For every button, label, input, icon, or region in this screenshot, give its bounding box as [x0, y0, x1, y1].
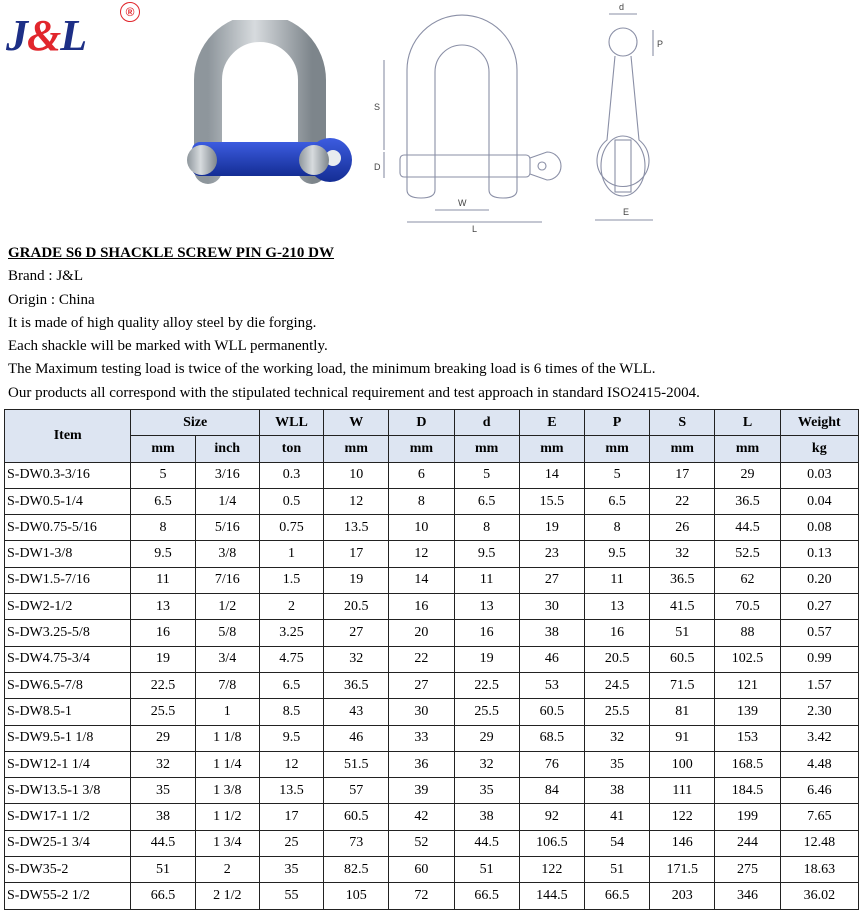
item-code-cell: S-DW1.5-7/16 — [5, 567, 131, 593]
table-cell: 22.5 — [454, 672, 519, 698]
table-cell: 13 — [131, 594, 195, 620]
table-cell: 1/2 — [195, 594, 259, 620]
table-body — [5, 462, 859, 909]
table-row — [5, 462, 859, 488]
table-cell: 12 — [324, 488, 389, 514]
table-cell: 3/4 — [195, 646, 259, 672]
table-cell: 10 — [324, 462, 389, 488]
table-cell: 0.99 — [780, 646, 858, 672]
table-cell: 121 — [715, 672, 780, 698]
table-cell: 20 — [389, 620, 454, 646]
table-row — [5, 541, 859, 567]
table-cell: 17 — [259, 804, 323, 830]
table-cell: 6.5 — [454, 488, 519, 514]
table-cell: 144.5 — [519, 883, 584, 909]
table-cell: 0.20 — [780, 567, 858, 593]
table-row — [5, 488, 859, 514]
table-cell: 25.5 — [584, 699, 649, 725]
table-cell: 52.5 — [715, 541, 780, 567]
table-cell: 11 — [454, 567, 519, 593]
item-code-cell: S-DW3.25-5/8 — [5, 620, 131, 646]
table-cell: 32 — [454, 751, 519, 777]
table-cell: 18.63 — [780, 857, 858, 883]
table-cell: 1 1/8 — [195, 725, 259, 751]
table-cell: 275 — [715, 857, 780, 883]
header-s: S — [650, 410, 715, 436]
table-cell: 19 — [324, 567, 389, 593]
table-row — [5, 778, 859, 804]
table-row — [5, 672, 859, 698]
shackle-front-drawing — [372, 10, 572, 235]
header-size: Size — [131, 410, 259, 436]
table-cell: 0.57 — [780, 620, 858, 646]
table-cell: 32 — [131, 751, 195, 777]
label-s: S — [374, 102, 381, 112]
unit-cell: mm — [519, 436, 584, 462]
table-row — [5, 620, 859, 646]
table-cell: 72 — [389, 883, 454, 909]
table-cell: 8 — [389, 488, 454, 514]
table-cell: 36.5 — [650, 567, 715, 593]
material-line: It is made of high quality alloy steel by die forging. — [8, 314, 317, 331]
table-cell: 32 — [650, 541, 715, 567]
table-cell: 66.5 — [454, 883, 519, 909]
header-p: P — [584, 410, 649, 436]
table-row — [5, 594, 859, 620]
table-cell: 12 — [389, 541, 454, 567]
table-cell: 60 — [389, 857, 454, 883]
table-cell: 29 — [715, 462, 780, 488]
table-cell: 100 — [650, 751, 715, 777]
table-cell: 8 — [454, 515, 519, 541]
table-cell: 9.5 — [584, 541, 649, 567]
spec-table — [4, 409, 859, 910]
item-code-cell: S-DW0.75-5/16 — [5, 515, 131, 541]
table-cell: 13 — [584, 594, 649, 620]
table-cell: 5 — [584, 462, 649, 488]
table-cell: 0.5 — [259, 488, 323, 514]
table-row — [5, 567, 859, 593]
table-cell: 15.5 — [519, 488, 584, 514]
table-cell: 13.5 — [324, 515, 389, 541]
table-cell: 84 — [519, 778, 584, 804]
table-cell: 51 — [454, 857, 519, 883]
item-code-cell: S-DW13.5-1 3/8 — [5, 778, 131, 804]
table-header-row — [5, 410, 859, 436]
table-cell: 27 — [519, 567, 584, 593]
table-cell: 51.5 — [324, 751, 389, 777]
header-weight: Weight — [780, 410, 858, 436]
table-cell: 2 1/2 — [195, 883, 259, 909]
table-cell: 11 — [131, 567, 195, 593]
marking-line: Each shackle will be marked with WLL permanently. — [8, 338, 328, 355]
table-cell: 88 — [715, 620, 780, 646]
table-cell: 19 — [454, 646, 519, 672]
table-cell: 16 — [389, 594, 454, 620]
table-cell: 68.5 — [519, 725, 584, 751]
table-cell: 9.5 — [259, 725, 323, 751]
table-cell: 29 — [131, 725, 195, 751]
table-cell: 32 — [324, 646, 389, 672]
table-cell: 12 — [259, 751, 323, 777]
table-cell: 106.5 — [519, 830, 584, 856]
table-cell: 76 — [519, 751, 584, 777]
unit-cell: ton — [259, 436, 323, 462]
table-cell: 55 — [259, 883, 323, 909]
table-cell: 35 — [259, 857, 323, 883]
item-code-cell: S-DW6.5-7/8 — [5, 672, 131, 698]
table-cell: 27 — [324, 620, 389, 646]
table-cell: 32 — [584, 725, 649, 751]
table-cell: 184.5 — [715, 778, 780, 804]
table-cell: 43 — [324, 699, 389, 725]
table-cell: 60.5 — [650, 646, 715, 672]
table-cell: 46 — [519, 646, 584, 672]
table-cell: 36.5 — [324, 672, 389, 698]
header-e: E — [519, 410, 584, 436]
item-code-cell: S-DW8.5-1 — [5, 699, 131, 725]
unit-cell: mm — [389, 436, 454, 462]
unit-cell: mm — [131, 436, 195, 462]
unit-cell: mm — [650, 436, 715, 462]
table-cell: 2 — [259, 594, 323, 620]
table-cell: 1 1/4 — [195, 751, 259, 777]
label-w: W — [458, 198, 467, 208]
item-code-cell: S-DW0.3-3/16 — [5, 462, 131, 488]
table-cell: 73 — [324, 830, 389, 856]
table-cell: 35 — [454, 778, 519, 804]
table-cell: 22 — [650, 488, 715, 514]
table-cell: 14 — [389, 567, 454, 593]
table-cell: 6.5 — [259, 672, 323, 698]
table-cell: 42 — [389, 804, 454, 830]
label-d-lower: d — [619, 2, 625, 12]
load-line: The Maximum testing load is twice of the working load, the minimum breaking load is 6 times of the WLL. — [8, 361, 656, 378]
table-cell: 3.42 — [780, 725, 858, 751]
table-cell: 2 — [195, 857, 259, 883]
header-item: Item — [5, 410, 131, 463]
table-cell: 92 — [519, 804, 584, 830]
table-cell: 1.5 — [259, 567, 323, 593]
standard-line: Our products all correspond with the stipulated technical requirement and test approach in standard ISO2415-2004. — [8, 384, 700, 401]
table-cell: 0.27 — [780, 594, 858, 620]
table-cell: 0.04 — [780, 488, 858, 514]
table-cell: 53 — [519, 672, 584, 698]
product-title: GRADE S6 D SHACKLE SCREW PIN G-210 DW — [8, 245, 335, 261]
item-code-cell: S-DW0.5-1/4 — [5, 488, 131, 514]
header-l: L — [715, 410, 780, 436]
table-cell: 52 — [389, 830, 454, 856]
table-cell: 0.08 — [780, 515, 858, 541]
table-cell: 16 — [131, 620, 195, 646]
table-cell: 35 — [584, 751, 649, 777]
table-cell: 1 3/4 — [195, 830, 259, 856]
item-code-cell: S-DW2-1/2 — [5, 594, 131, 620]
table-cell: 3.25 — [259, 620, 323, 646]
table-cell: 57 — [324, 778, 389, 804]
table-cell: 19 — [519, 515, 584, 541]
table-cell: 6.46 — [780, 778, 858, 804]
table-cell: 54 — [584, 830, 649, 856]
unit-cell: kg — [780, 436, 858, 462]
table-cell: 1 — [195, 699, 259, 725]
shackle-side-drawing — [585, 0, 685, 230]
item-code-cell: S-DW17-1 1/2 — [5, 804, 131, 830]
table-cell: 44.5 — [454, 830, 519, 856]
table-cell: 20.5 — [584, 646, 649, 672]
table-cell: 8 — [584, 515, 649, 541]
table-cell: 153 — [715, 725, 780, 751]
table-cell: 71.5 — [650, 672, 715, 698]
table-cell: 36.02 — [780, 883, 858, 909]
table-cell: 168.5 — [715, 751, 780, 777]
table-cell: 12.48 — [780, 830, 858, 856]
table-cell: 51 — [650, 620, 715, 646]
item-code-cell: S-DW4.75-3/4 — [5, 646, 131, 672]
table-cell: 5 — [131, 462, 195, 488]
table-cell: 82.5 — [324, 857, 389, 883]
table-cell: 2.30 — [780, 699, 858, 725]
table-cell: 3/8 — [195, 541, 259, 567]
table-cell: 46 — [324, 725, 389, 751]
table-row — [5, 804, 859, 830]
table-cell: 8.5 — [259, 699, 323, 725]
table-cell: 244 — [715, 830, 780, 856]
table-cell: 9.5 — [131, 541, 195, 567]
table-cell: 24.5 — [584, 672, 649, 698]
table-cell: 9.5 — [454, 541, 519, 567]
table-cell: 4.48 — [780, 751, 858, 777]
table-cell: 13 — [454, 594, 519, 620]
origin-line: Origin : China — [8, 291, 95, 308]
table-cell: 10 — [389, 515, 454, 541]
header-d-upper: D — [389, 410, 454, 436]
registered-mark: ® — [120, 2, 140, 22]
table-row — [5, 699, 859, 725]
table-cell: 7/8 — [195, 672, 259, 698]
label-p: P — [657, 39, 664, 49]
table-cell: 22 — [389, 646, 454, 672]
item-code-cell: S-DW12-1 1/4 — [5, 751, 131, 777]
table-cell: 122 — [650, 804, 715, 830]
table-units-row — [5, 436, 859, 462]
table-cell: 6.5 — [131, 488, 195, 514]
header-wll: WLL — [259, 410, 323, 436]
table-cell: 11 — [584, 567, 649, 593]
table-cell: 44.5 — [131, 830, 195, 856]
table-cell: 14 — [519, 462, 584, 488]
table-cell: 6.5 — [584, 488, 649, 514]
table-cell: 60.5 — [519, 699, 584, 725]
table-cell: 0.3 — [259, 462, 323, 488]
header-d-lower: d — [454, 410, 519, 436]
table-cell: 199 — [715, 804, 780, 830]
shackle-photo — [180, 20, 360, 200]
table-cell: 38 — [584, 778, 649, 804]
table-cell: 5/8 — [195, 620, 259, 646]
table-cell: 70.5 — [715, 594, 780, 620]
table-cell: 17 — [324, 541, 389, 567]
table-cell: 1.57 — [780, 672, 858, 698]
label-d-upper: D — [374, 162, 381, 172]
table-cell: 62 — [715, 567, 780, 593]
label-e: E — [623, 207, 630, 217]
table-row — [5, 515, 859, 541]
table-cell: 27 — [389, 672, 454, 698]
table-cell: 35 — [131, 778, 195, 804]
table-cell: 17 — [650, 462, 715, 488]
table-row — [5, 725, 859, 751]
table-cell: 19 — [131, 646, 195, 672]
table-cell: 0.03 — [780, 462, 858, 488]
table-cell: 38 — [131, 804, 195, 830]
table-cell: 3/16 — [195, 462, 259, 488]
table-cell: 16 — [454, 620, 519, 646]
label-l: L — [472, 224, 478, 234]
table-cell: 44.5 — [715, 515, 780, 541]
table-cell: 0.13 — [780, 541, 858, 567]
table-cell: 41.5 — [650, 594, 715, 620]
table-cell: 1/4 — [195, 488, 259, 514]
table-cell: 146 — [650, 830, 715, 856]
table-cell: 66.5 — [131, 883, 195, 909]
unit-cell: inch — [195, 436, 259, 462]
table-cell: 25.5 — [131, 699, 195, 725]
table-cell: 26 — [650, 515, 715, 541]
item-code-cell: S-DW25-1 3/4 — [5, 830, 131, 856]
table-row — [5, 830, 859, 856]
table-cell: 5 — [454, 462, 519, 488]
item-code-cell: S-DW55-2 1/2 — [5, 883, 131, 909]
table-cell: 6 — [389, 462, 454, 488]
item-code-cell: S-DW1-3/8 — [5, 541, 131, 567]
table-cell: 51 — [584, 857, 649, 883]
header-w: W — [324, 410, 389, 436]
table-cell: 36 — [389, 751, 454, 777]
unit-cell: mm — [454, 436, 519, 462]
table-cell: 25 — [259, 830, 323, 856]
table-cell: 33 — [389, 725, 454, 751]
brand-line: Brand : J&L — [8, 268, 83, 285]
table-cell: 66.5 — [584, 883, 649, 909]
unit-cell: mm — [584, 436, 649, 462]
unit-cell: mm — [715, 436, 780, 462]
table-cell: 346 — [715, 883, 780, 909]
table-cell: 29 — [454, 725, 519, 751]
table-cell: 0.75 — [259, 515, 323, 541]
product-description — [8, 242, 858, 405]
table-cell: 25.5 — [454, 699, 519, 725]
table-cell: 122 — [519, 857, 584, 883]
table-cell: 81 — [650, 699, 715, 725]
table-cell: 38 — [454, 804, 519, 830]
table-cell: 22.5 — [131, 672, 195, 698]
item-code-cell: S-DW35-2 — [5, 857, 131, 883]
table-cell: 105 — [324, 883, 389, 909]
table-cell: 203 — [650, 883, 715, 909]
table-cell: 7.65 — [780, 804, 858, 830]
table-cell: 8 — [131, 515, 195, 541]
table-cell: 1 — [259, 541, 323, 567]
table-cell: 30 — [519, 594, 584, 620]
table-row — [5, 883, 859, 909]
table-cell: 20.5 — [324, 594, 389, 620]
table-cell: 51 — [131, 857, 195, 883]
table-cell: 1 1/2 — [195, 804, 259, 830]
table-cell: 7/16 — [195, 567, 259, 593]
table-cell: 5/16 — [195, 515, 259, 541]
table-cell: 41 — [584, 804, 649, 830]
table-row — [5, 857, 859, 883]
table-cell: 13.5 — [259, 778, 323, 804]
table-cell: 91 — [650, 725, 715, 751]
table-cell: 60.5 — [324, 804, 389, 830]
table-cell: 30 — [389, 699, 454, 725]
table-cell: 1 3/8 — [195, 778, 259, 804]
table-cell: 16 — [584, 620, 649, 646]
table-row — [5, 646, 859, 672]
table-cell: 36.5 — [715, 488, 780, 514]
brand-logo: J&L — [6, 11, 87, 60]
product-header — [0, 0, 861, 240]
table-cell: 171.5 — [650, 857, 715, 883]
table-cell: 111 — [650, 778, 715, 804]
item-code-cell: S-DW9.5-1 1/8 — [5, 725, 131, 751]
table-cell: 39 — [389, 778, 454, 804]
unit-cell: mm — [324, 436, 389, 462]
table-cell: 102.5 — [715, 646, 780, 672]
table-row — [5, 751, 859, 777]
table-cell: 38 — [519, 620, 584, 646]
table-cell: 139 — [715, 699, 780, 725]
table-cell: 4.75 — [259, 646, 323, 672]
table-cell: 23 — [519, 541, 584, 567]
